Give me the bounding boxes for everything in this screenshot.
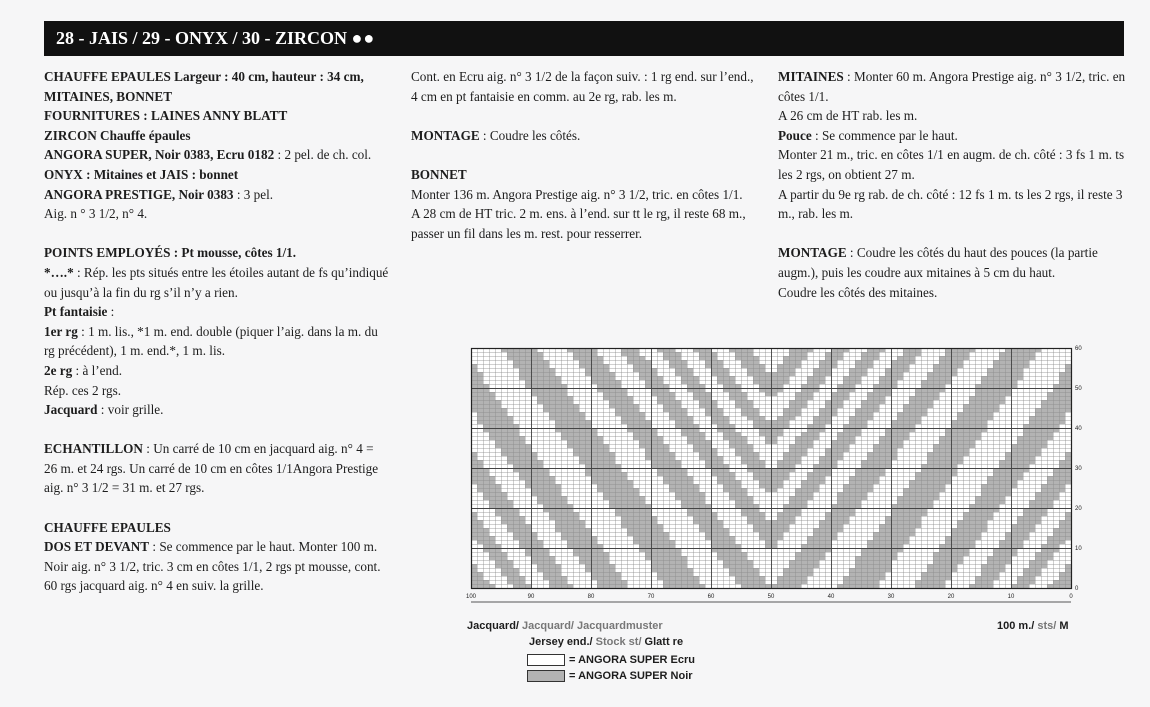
repeat-rows-text: Rép. ces 2 rgs.: [44, 382, 122, 398]
header-dots: ●●: [351, 28, 376, 48]
hat-cast-on: Monter 136 m. Angora Prestige aig. n° 3 1/2, tric. en côtes 1/1.: [411, 186, 743, 202]
right-tick-label: 50: [1075, 386, 1082, 392]
row-1-text: 1er rg : 1 m. lis., *1 m. end. double (piquer l’aig. dans la m. du rg précédent), 1 m. end.*, 1 m. lis.: [44, 323, 378, 359]
column-right: [778, 67, 1126, 302]
fancy-stitch-heading: Pt fantaisie :: [44, 304, 115, 320]
thumb-cast-on: Monter 21 m., tric. en côtes 1/1 en augm. de ch. côté : 3 fs 1 m. ts les 2 rgs, on obtient 27 m.: [778, 147, 1125, 182]
bottom-tick-label: 10: [1007, 594, 1015, 600]
bottom-tick-label: 60: [707, 594, 715, 600]
bottom-tick-label: 90: [527, 594, 535, 600]
shoulder-heading: CHAUFFE EPAULES: [44, 519, 171, 535]
thumb-decrease: A partir du 9e rg rab. de ch. côté : 12 fs 1 m. ts les 2 rgs, il reste 3 m., rab. les m.: [778, 186, 1123, 222]
page-header: [44, 21, 1124, 56]
angora-prestige-line: ANGORA PRESTIGE, Noir 0383 : 3 pel.: [44, 186, 274, 202]
size-line: CHAUFFE EPAULES Largeur : 40 cm, hauteur : 34 cm, MITAINES, BONNET: [44, 69, 364, 104]
right-tick-label: 20: [1075, 506, 1082, 512]
hat-finish: A 28 cm de HT tric. 2 m. ens. à l’end. sur tt le rg, il reste 68 m., passer un fil dans les m. rest. pour resserrer.: [411, 206, 746, 241]
bottom-tick-label: 40: [827, 594, 835, 600]
repeat-note: *….* : Rép. les pts situés entre les étoiles autant de fs qu’indiqué ou jusqu’à la fin du rg s’il n’y a rien.: [44, 264, 389, 300]
row-2-text: 2e rg : à l’end.: [44, 362, 123, 378]
onyx-jais-line: ONYX : Mitaines et JAIS : bonnet: [44, 166, 239, 182]
angora-super-line: ANGORA SUPER, Noir 0383, Ecru 0182 : 2 pel. de ch. col.: [44, 147, 372, 163]
noir-swatch: [527, 670, 565, 682]
continue-text: Cont. en Ecru aig. n° 3 1/2 de la façon suiv. : 1 rg end. sur l’end., 4 cm en pt fantaisie en comm. au 2e rg, rab. les m.: [411, 69, 754, 104]
bottom-tick-label: 30: [887, 594, 895, 600]
right-tick-label: 30: [1075, 466, 1082, 472]
assembly-text: MONTAGE : Coudre les côtés.: [411, 127, 581, 143]
mittens-text: MITAINES : Monter 60 m. Angora Prestige aig. n° 3 1/2, tric. en côtes 1/1.: [778, 69, 1126, 104]
bottom-tick-label: 50: [767, 594, 775, 600]
supplies-line: FOURNITURES : LAINES ANNY BLATT: [44, 108, 288, 124]
bottom-tick-label: 70: [647, 594, 655, 600]
bottom-tick-label: 0: [1069, 594, 1073, 600]
gauge-text: ECHANTILLON : Un carré de 10 cm en jacquard aig. n° 4 = 26 m. et 24 rgs. Un carré de 10 cm en côtes 1/1Angora Prestige aig. n° 3 1/2 = 31 m. et 27 rgs.: [44, 441, 379, 496]
zircon-line: ZIRCON Chauffe épaules: [44, 127, 191, 143]
width-caption: 100 m./ sts/ M: [997, 620, 1069, 632]
column-left: [44, 67, 389, 596]
bottom-tick-label: 100: [465, 594, 477, 600]
thumb-heading: Pouce : Se commence par le haut.: [778, 127, 958, 143]
needles-line: Aig. n ° 3 1/2, n° 4.: [44, 206, 148, 222]
hat-heading: BONNET: [411, 166, 467, 182]
jacquard-grid: [463, 338, 1093, 618]
legend-ecru: = ANGORA SUPER Ecru: [527, 654, 695, 667]
jacquard-text: Jacquard : voir grille.: [44, 402, 164, 418]
mittens-assembly: MONTAGE : Coudre les côtés du haut des pouces (la partie augm.), puis les coudre aux mitaines à 5 cm du haut.: [778, 245, 1098, 280]
mittens-bindoff: A 26 cm de HT rab. les m.: [778, 108, 918, 124]
stitches-heading: POINTS EMPLOYÉS : Pt mousse, côtes 1/1.: [44, 245, 297, 261]
back-front-text: DOS ET DEVANT : Se commence par le haut. Monter 100 m. Noir aig. n° 3 1/2, tric. 3 cm en côtes 1/1, 2 rgs pt mousse, cont. 60 rgs jacquard aig. n° 4 en suiv. la grille.: [44, 539, 381, 594]
right-tick-label: 40: [1075, 426, 1082, 432]
column-middle: [411, 67, 757, 243]
jacquard-caption: Jacquard/ Jacquard/ Jacquardmuster: [467, 620, 663, 632]
jacquard-chart: [463, 338, 1093, 688]
header-title: 28 - JAIS / 29 - ONYX / 30 - ZIRCON: [56, 28, 348, 48]
right-tick-label: 0: [1075, 586, 1079, 592]
bottom-tick-label: 20: [947, 594, 955, 600]
right-tick-label: 60: [1075, 346, 1082, 352]
mittens-sides: Coudre les côtés des mitaines.: [778, 284, 938, 300]
legend-noir: = ANGORA SUPER Noir: [527, 670, 693, 683]
bottom-tick-label: 80: [587, 594, 595, 600]
right-tick-label: 10: [1075, 546, 1082, 552]
ecru-swatch: [527, 654, 565, 666]
jersey-caption: Jersey end./ Stock st/ Glatt re: [529, 636, 684, 648]
